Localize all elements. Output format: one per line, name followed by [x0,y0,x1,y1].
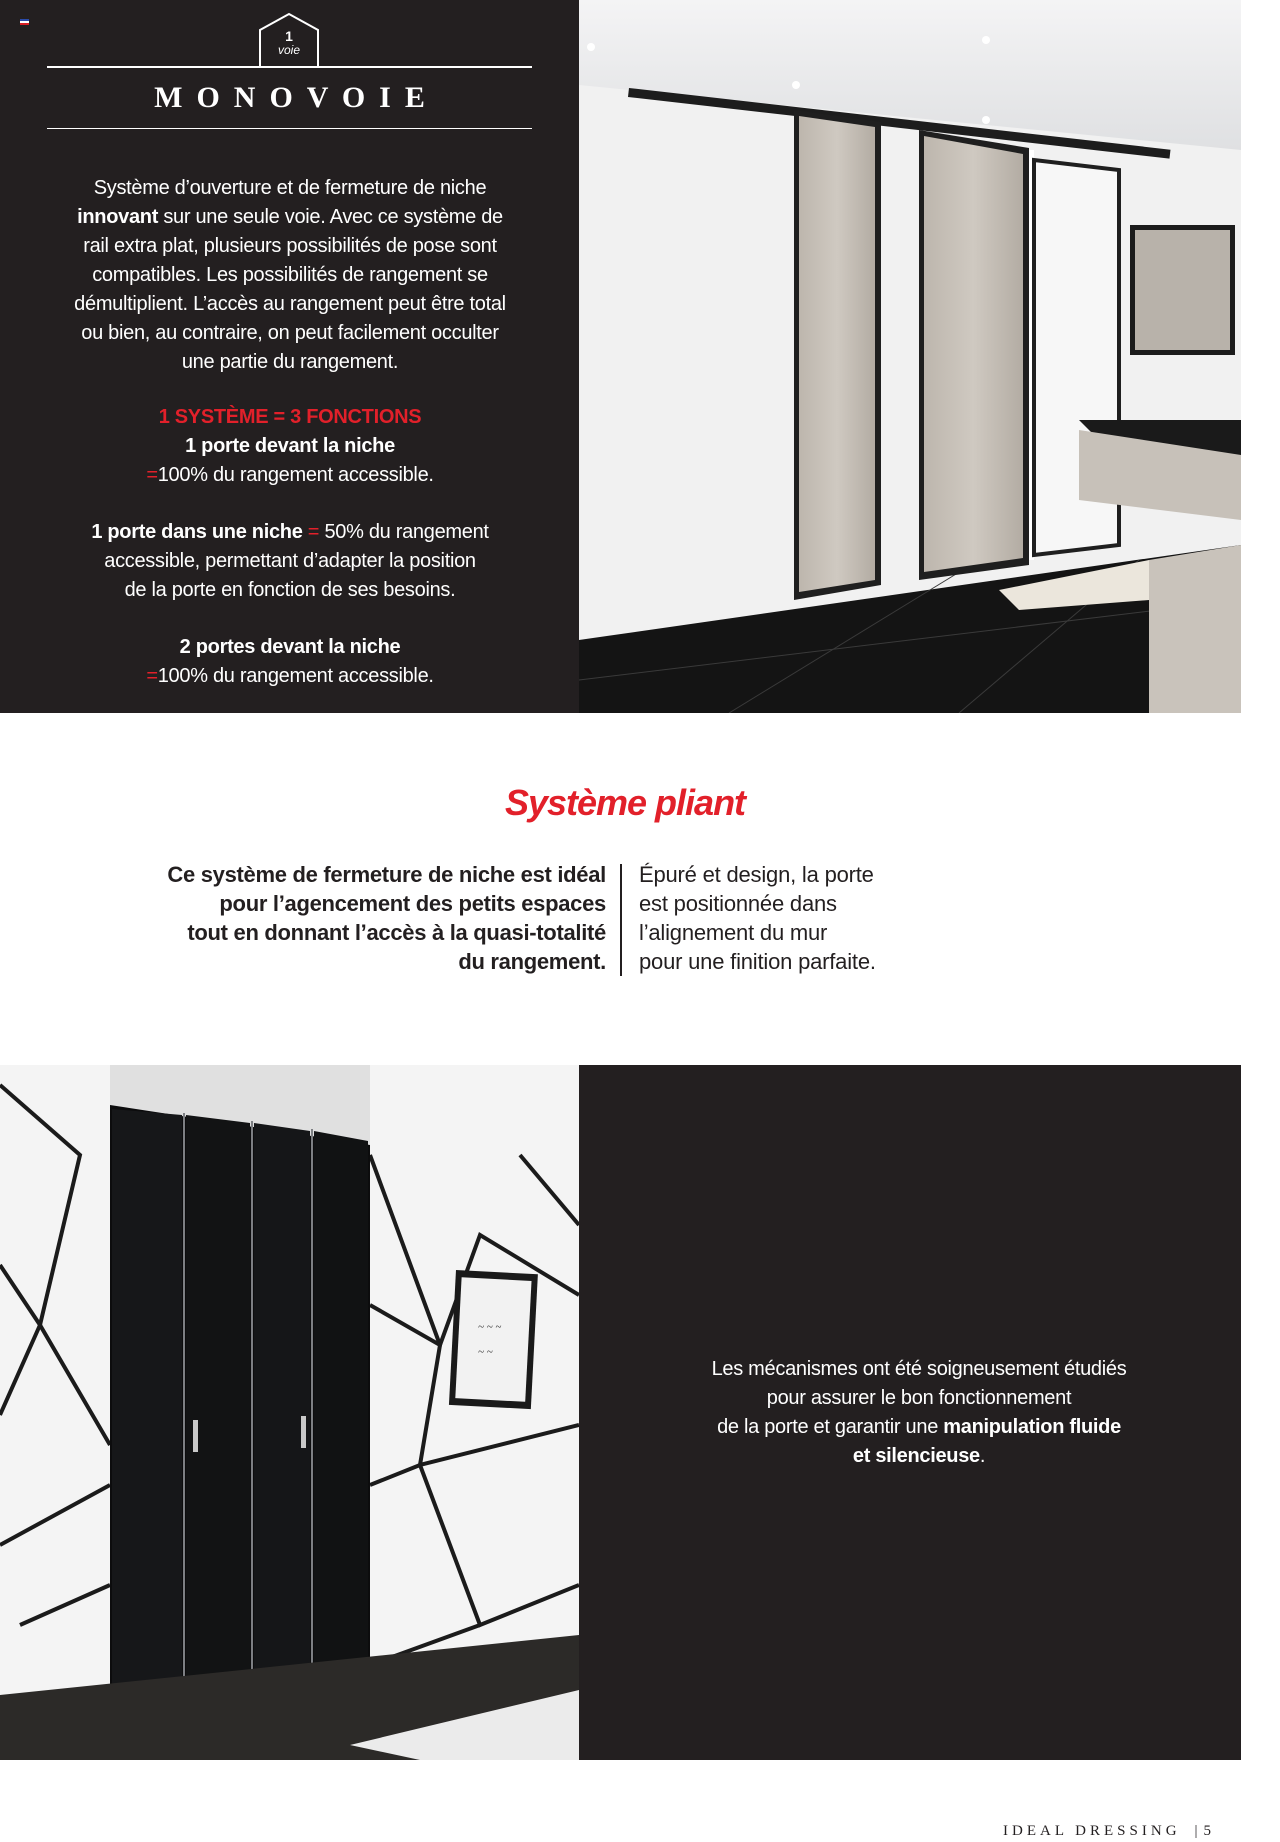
bathroom-illustration [579,0,1241,713]
pliant-right-line: pour une finition parfaite. [639,949,876,974]
monovoie-panel [0,0,579,713]
equals-sign: = [146,464,158,486]
system-text: 100% du rangement accessible. [157,464,434,486]
equals-sign: = [146,665,158,687]
title-rule-top [47,66,532,68]
two-doors-text: 100% du rangement accessible. [157,665,434,687]
mechanism-text-part: . [979,1445,986,1467]
mechanism-bold: manipulation fluide [943,1416,1121,1438]
mechanism-bold: et silencieuse [852,1445,980,1467]
footer-brand: IDEAL DRESSING [1003,1823,1181,1839]
niche-line: de la porte en fonction de ses besoins. [124,579,456,601]
flag-icon [20,19,29,25]
folding-door-illustration [0,1065,579,1760]
niche-bold: 1 porte dans une niche [91,521,303,543]
niche-text: 50% du rangement [324,521,489,543]
system-heading: 1 SYSTÈME = 3 FONCTIONS [158,406,422,428]
intro-bold: innovant [77,206,159,228]
niche-line: accessible, permettant d’adapter la position [104,550,476,572]
page-number: 5 [1203,1823,1216,1839]
pliant-right-line: Épuré et design, la porte [639,862,874,887]
pliant-description-left [90,860,606,976]
pliant-left-line: pour l’agencement des petits espaces [219,891,606,916]
page-footer [1003,1822,1215,1840]
title-rule-bottom [47,128,532,129]
pliant-left-line: du rangement. [458,949,606,974]
mechanism-panel [579,1065,1241,1760]
mechanism-line: pour assurer le bon fonctionnement [766,1387,1072,1409]
svg-text:~ ~: ~ ~ [478,1346,493,1358]
pliant-divider [620,864,622,976]
system-functions [40,403,540,490]
intro-line: Système d’ouverture et de fermeture de niche [93,177,487,199]
folding-door-photo [0,1065,579,1760]
badge-number: 1 [285,28,293,44]
niche-paragraph [40,518,540,605]
equals-sign: = [302,521,325,543]
intro-line: compatibles. Les possibilités de rangement se [92,264,488,286]
mechanism-line [649,1413,1189,1442]
niche-line [40,518,540,547]
two-doors-line [40,662,540,691]
two-doors-line: 2 portes devant la niche [179,636,401,658]
intro-line: démultiplient. L’accès au rangement peut être total [74,293,506,315]
monovoie-title: MONOVOIE [154,81,439,114]
mechanism-line: Les mécanismes ont été soigneusement étudiés [711,1358,1127,1380]
intro-line: une partie du rangement. [181,351,399,373]
monovoie-intro [40,174,540,377]
pliant-description-right [639,860,959,976]
system-line: 1 porte devant la niche [185,435,395,457]
pliant-left-line: Ce système de fermeture de niche est idéal [167,862,606,887]
bathroom-sliding-door-photo [579,0,1241,713]
intro-text: sur une seule voie. Avec ce système de [158,206,503,228]
mechanism-line [649,1442,1189,1471]
mechanism-text-part: de la porte et garantir une [717,1416,944,1438]
pliant-right-line: l’alignement du mur [639,920,828,945]
two-doors-paragraph [40,633,540,691]
house-badge [258,12,320,68]
pliant-left-line: tout en donnant l’accès à la quasi-totalité [187,920,606,945]
footer-separator: | [1194,1823,1198,1839]
intro-line: ou bien, au contraire, on peut facilement occulter [81,322,499,344]
svg-text:~ ~ ~: ~ ~ ~ [478,1321,502,1333]
system-line [40,461,540,490]
intro-line: rail extra plat, plusieurs possibilités de pose sont [83,235,497,257]
intro-line [40,203,540,232]
pliant-title: Système pliant [504,782,746,823]
pliant-right-line: est positionnée dans [639,891,837,916]
mechanism-text [649,1355,1189,1471]
badge-label: voie [277,43,300,57]
